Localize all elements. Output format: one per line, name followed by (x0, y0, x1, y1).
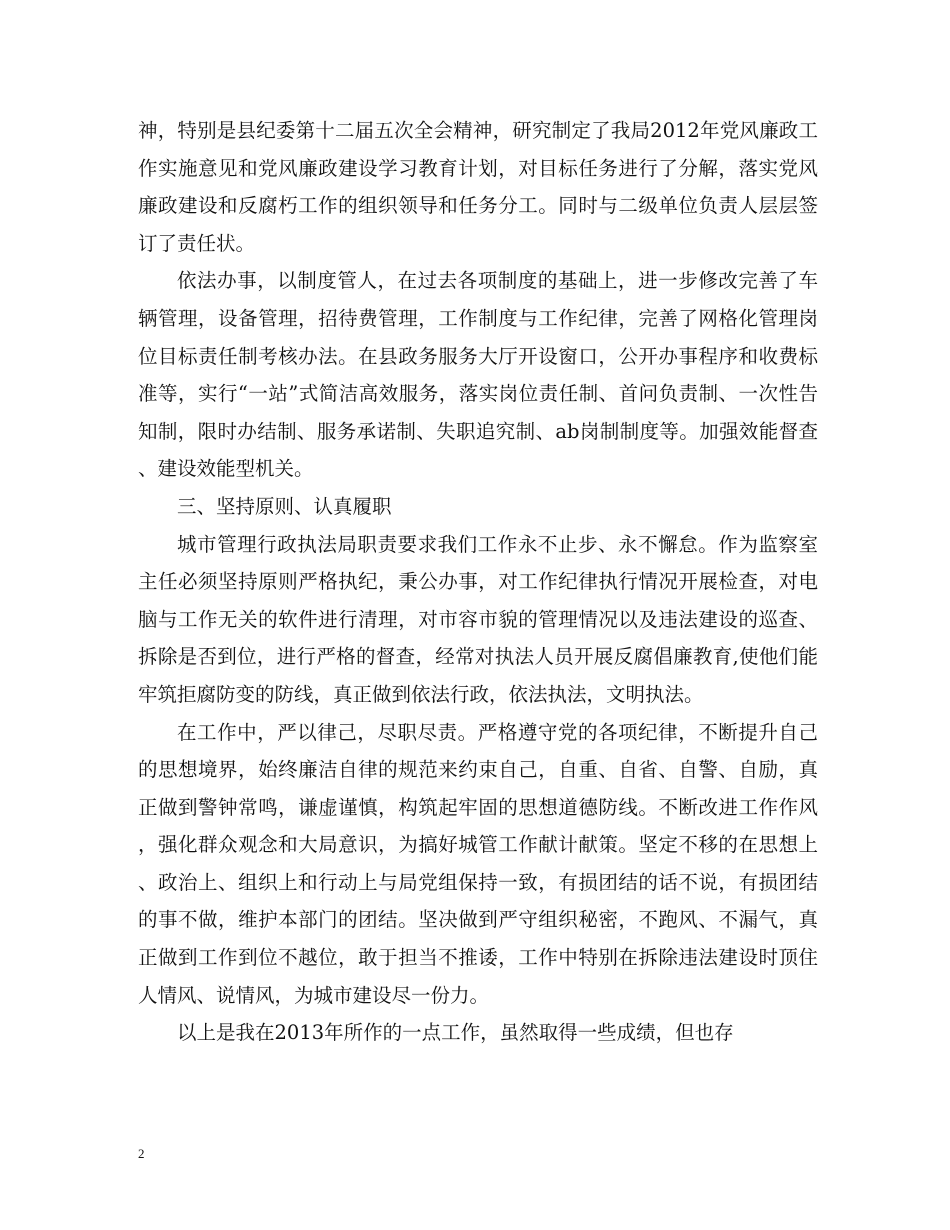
document-body (138, 112, 818, 1052)
paragraph-summary-start: 以上是我在2013年所作的一点工作，虽然取得一些成绩，但也存 (177, 1021, 734, 1045)
paragraph-continuation: 神，特别是县纪委第十二届五次全会精神，研究制定了我局2012年党风廉政工作实施意见和党风廉政建设学习教育计划，对目标任务进行了分解，落实党风廉政建设和反腐朽工作的组织领导和任务分工。同时与二级单位负责人层层签订了责任状。 (138, 119, 818, 255)
paragraph-self-discipline: 在工作中，严以律己，尽职尽责。严格遵守党的各项纪律，不断提升自己的思想境界，始终廉洁自律的规范来约束自己，自重、自省、自警、自励，真正做到警钟常鸣，谦虚谨慎，构筑起牢固的思想道德防线。不断改进工作作风，强化群众观念和大局意识，为搞好城管工作献计献策。坚定不移的在思想上、政治上、组织上和行动上与局党组保持一致，有损团结的话不说，有损团结的事不做，维护本部门的团结。坚决做到严守组织秘密，不跑风、不漏气，真正做到工作到位不越位，敢于担当不推诿，工作中特别在拆除违法建设时顶住人情风、说情风，为城市建设尽一份力。 (138, 720, 818, 1007)
section-heading-3: 三、坚持原则、认真履职 (177, 494, 392, 518)
page-number: 2 (138, 1146, 145, 1161)
paragraph-supervision-duties: 城市管理行政执法局职责要求我们工作永不止步、永不懈怠。作为监察室主任必须坚持原则严格执纪，秉公办事，对工作纪律执行情况开展检查，对电脑与工作无关的软件进行清理，对市容市貌的管理情况以及违法建设的巡查、拆除是否到位，进行严格的督查，经常对执法人员开展反腐倡廉教育,使他们能牢筑拒腐防变的防线，真正做到依法行政，依法执法，文明执法。 (138, 532, 818, 706)
paragraph-law-based-work: 依法办事，以制度管人，在过去各项制度的基础上，进一步修改完善了车辆管理，设备管理，招待费管理，工作制度与工作纪律，完善了网格化管理岗位目标责任制考核办法。在县政务服务大厅开设窗口，公开办事程序和收费标准等，实行“一站”式简洁高效服务，落实岗位责任制、首问负责制、一次性告知制，限时办结制、服务承诺制、失职追究制、ab岗制制度等。加强效能督查、建设效能型机关。 (138, 269, 818, 481)
